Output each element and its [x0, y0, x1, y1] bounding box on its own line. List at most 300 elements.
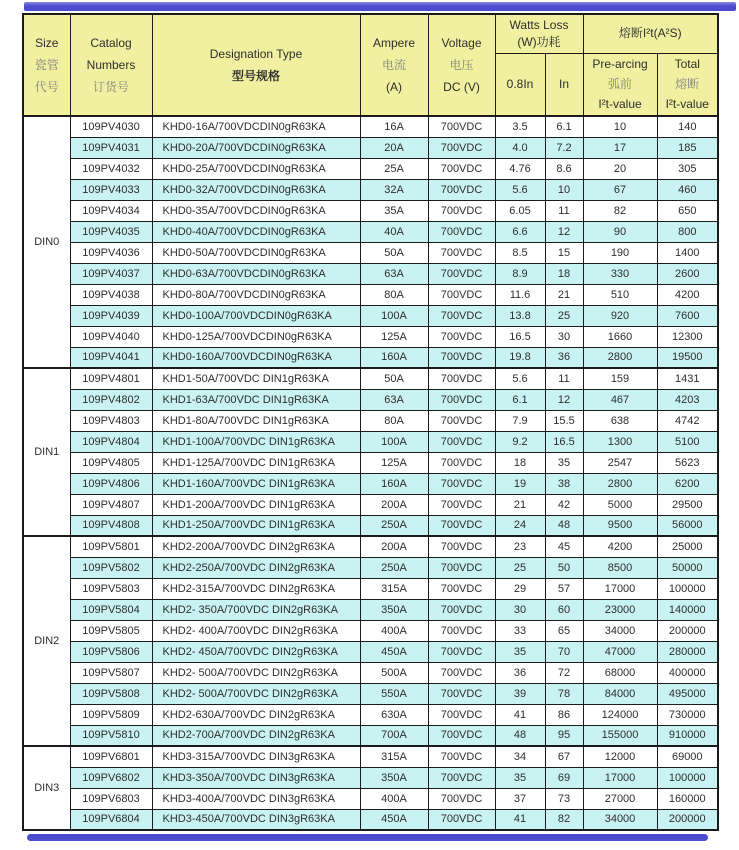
ampere-cell: 630A	[360, 704, 428, 725]
watts-08in-cell: 29	[495, 578, 545, 599]
catalog-cell: 109PV4040	[70, 326, 152, 347]
prearcing-i2t-cell: 124000	[583, 704, 657, 725]
col-header-watts-loss	[495, 14, 583, 53]
prearcing-i2t-cell: 1300	[583, 431, 657, 452]
total-i2t-cell: 4203	[657, 389, 718, 410]
watts-in-cell: 86	[545, 704, 583, 725]
table-row	[23, 326, 718, 347]
designation-cell: KHD0-20A/700VDCDIN0gR63KA	[152, 137, 360, 158]
table-row	[23, 284, 718, 305]
voltage-cell: 700VDC	[428, 326, 495, 347]
watts-08in-cell: 9.2	[495, 431, 545, 452]
voltage-cell: 700VDC	[428, 683, 495, 704]
header-line: Watts Loss	[509, 17, 569, 32]
designation-cell: KHD2- 400A/700VDC DIN2gR63KA	[152, 620, 360, 641]
voltage-cell: 700VDC	[428, 116, 495, 137]
voltage-cell: 700VDC	[428, 809, 495, 830]
designation-cell: KHD2-630A/700VDC DIN2gR63KA	[152, 704, 360, 725]
total-i2t-cell: 140	[657, 116, 718, 137]
designation-cell: KHD2- 350A/700VDC DIN2gR63KA	[152, 599, 360, 620]
watts-in-cell: 72	[545, 662, 583, 683]
ampere-cell: 200A	[360, 536, 428, 557]
designation-cell: KHD0-16A/700VDCDIN0gR63KA	[152, 116, 360, 137]
voltage-cell: 700VDC	[428, 599, 495, 620]
total-i2t-cell: 25000	[657, 536, 718, 557]
voltage-cell: 700VDC	[428, 473, 495, 494]
watts-in-cell: 69	[545, 767, 583, 788]
voltage-cell: 700VDC	[428, 284, 495, 305]
prearcing-i2t-cell: 2800	[583, 347, 657, 368]
voltage-cell: 700VDC	[428, 746, 495, 767]
prearcing-i2t-cell: 17	[583, 137, 657, 158]
total-i2t-cell: 69000	[657, 746, 718, 767]
ampere-cell: 350A	[360, 599, 428, 620]
watts-in-cell: 11	[545, 368, 583, 389]
designation-cell: KHD2- 500A/700VDC DIN2gR63KA	[152, 683, 360, 704]
watts-in-cell: 16.5	[545, 431, 583, 452]
watts-in-cell: 21	[545, 284, 583, 305]
table-row	[23, 179, 718, 200]
watts-in-cell: 30	[545, 326, 583, 347]
watts-08in-cell: 34	[495, 746, 545, 767]
prearcing-i2t-cell: 2800	[583, 473, 657, 494]
ampere-cell: 25A	[360, 158, 428, 179]
watts-in-cell: 73	[545, 788, 583, 809]
table-row	[23, 536, 718, 557]
ampere-cell: 80A	[360, 410, 428, 431]
prearcing-i2t-cell: 1660	[583, 326, 657, 347]
prearcing-i2t-cell: 20	[583, 158, 657, 179]
ampere-cell: 125A	[360, 452, 428, 473]
catalog-cell: 109PV5804	[70, 599, 152, 620]
voltage-cell: 700VDC	[428, 536, 495, 557]
col-header-prearcing	[583, 53, 657, 116]
table-row	[23, 389, 718, 410]
voltage-cell: 700VDC	[428, 620, 495, 641]
voltage-cell: 700VDC	[428, 368, 495, 389]
table-row	[23, 599, 718, 620]
header-line: Voltage	[441, 36, 482, 50]
watts-in-cell: 45	[545, 536, 583, 557]
designation-cell: KHD1-160A/700VDC DIN1gR63KA	[152, 473, 360, 494]
col-header-size	[23, 14, 70, 116]
catalog-cell: 109PV5806	[70, 641, 152, 662]
catalog-cell: 109PV4034	[70, 200, 152, 221]
watts-08in-cell: 41	[495, 809, 545, 830]
header-line: Designation Type	[209, 47, 303, 61]
total-i2t-cell: 400000	[657, 662, 718, 683]
total-i2t-cell: 19500	[657, 347, 718, 368]
col-header-ampere	[360, 14, 428, 116]
header-line: Numbers	[86, 58, 136, 72]
watts-08in-cell: 24	[495, 515, 545, 536]
catalog-cell: 109PV4801	[70, 368, 152, 389]
voltage-cell: 700VDC	[428, 347, 495, 368]
table-row	[23, 347, 718, 368]
designation-cell: KHD1-100A/700VDC DIN1gR63KA	[152, 431, 360, 452]
table-row	[23, 746, 718, 767]
ampere-cell: 35A	[360, 200, 428, 221]
voltage-cell: 700VDC	[428, 704, 495, 725]
watts-08in-cell: 19	[495, 473, 545, 494]
watts-08in-cell: 23	[495, 536, 545, 557]
prearcing-i2t-cell: 4200	[583, 536, 657, 557]
watts-08in-cell: 5.6	[495, 368, 545, 389]
voltage-cell: 700VDC	[428, 200, 495, 221]
table-row	[23, 410, 718, 431]
watts-in-cell: 15	[545, 242, 583, 263]
prearcing-i2t-cell: 34000	[583, 620, 657, 641]
size-group-label: DIN2	[23, 536, 70, 746]
catalog-cell: 109PV4033	[70, 179, 152, 200]
ampere-cell: 160A	[360, 473, 428, 494]
total-i2t-cell: 100000	[657, 767, 718, 788]
prearcing-i2t-cell: 9500	[583, 515, 657, 536]
watts-08in-cell: 8.9	[495, 263, 545, 284]
designation-cell: KHD0-100A/700VDCDIN0gR63KA	[152, 305, 360, 326]
top-divider-bar	[24, 2, 736, 11]
bottom-divider-bar	[27, 834, 708, 841]
total-i2t-cell: 4200	[657, 284, 718, 305]
prearcing-i2t-cell: 10	[583, 116, 657, 137]
catalog-cell: 109PV6802	[70, 767, 152, 788]
ampere-cell: 250A	[360, 557, 428, 578]
table-row	[23, 473, 718, 494]
catalog-cell: 109PV5809	[70, 704, 152, 725]
designation-cell: KHD0-80A/700VDCDIN0gR63KA	[152, 284, 360, 305]
designation-cell: KHD0-160A/700VDCDIN0gR63KA	[152, 347, 360, 368]
table-row	[23, 431, 718, 452]
header-line: 弧前	[607, 77, 632, 92]
watts-08in-cell: 6.6	[495, 221, 545, 242]
col-header-designation	[152, 14, 360, 116]
header-line: Catalog	[90, 36, 132, 50]
catalog-cell: 109PV4032	[70, 158, 152, 179]
ampere-cell: 315A	[360, 746, 428, 767]
header-line: Total	[674, 57, 700, 72]
catalog-cell: 109PV5808	[70, 683, 152, 704]
voltage-cell: 700VDC	[428, 179, 495, 200]
table-row	[23, 116, 718, 137]
catalog-cell: 109PV4031	[70, 137, 152, 158]
ampere-cell: 63A	[360, 263, 428, 284]
catalog-cell: 109PV4035	[70, 221, 152, 242]
designation-cell: KHD0-125A/700VDCDIN0gR63KA	[152, 326, 360, 347]
watts-08in-cell: 3.5	[495, 116, 545, 137]
table-row	[23, 515, 718, 536]
catalog-cell: 109PV4804	[70, 431, 152, 452]
watts-in-cell: 6.1	[545, 116, 583, 137]
ampere-cell: 450A	[360, 809, 428, 830]
catalog-cell: 109PV6803	[70, 788, 152, 809]
prearcing-i2t-cell: 8500	[583, 557, 657, 578]
table-row	[23, 683, 718, 704]
ampere-cell: 400A	[360, 788, 428, 809]
size-group-label: DIN0	[23, 116, 70, 368]
table-row	[23, 305, 718, 326]
prearcing-i2t-cell: 68000	[583, 662, 657, 683]
watts-in-cell: 15.5	[545, 410, 583, 431]
total-i2t-cell: 5623	[657, 452, 718, 473]
table-row	[23, 662, 718, 683]
catalog-cell: 109PV4038	[70, 284, 152, 305]
size-group-label: DIN1	[23, 368, 70, 536]
voltage-cell: 700VDC	[428, 242, 495, 263]
designation-cell: KHD1-80A/700VDC DIN1gR63KA	[152, 410, 360, 431]
ampere-cell: 400A	[360, 620, 428, 641]
voltage-cell: 700VDC	[428, 767, 495, 788]
prearcing-i2t-cell: 920	[583, 305, 657, 326]
header-line: 代号	[34, 80, 59, 94]
prearcing-i2t-cell: 47000	[583, 641, 657, 662]
prearcing-i2t-cell: 467	[583, 389, 657, 410]
catalog-cell: 109PV5807	[70, 662, 152, 683]
catalog-cell: 109PV5810	[70, 725, 152, 746]
watts-08in-cell: 11.6	[495, 284, 545, 305]
total-i2t-cell: 910000	[657, 725, 718, 746]
designation-cell: KHD2- 500A/700VDC DIN2gR63KA	[152, 662, 360, 683]
voltage-cell: 700VDC	[428, 515, 495, 536]
watts-in-cell: 36	[545, 347, 583, 368]
prearcing-i2t-cell: 155000	[583, 725, 657, 746]
header-line: 熔断I²t(A²S)	[618, 26, 682, 41]
total-i2t-cell: 100000	[657, 578, 718, 599]
voltage-cell: 700VDC	[428, 578, 495, 599]
catalog-cell: 109PV4802	[70, 389, 152, 410]
watts-08in-cell: 36	[495, 662, 545, 683]
voltage-cell: 700VDC	[428, 452, 495, 473]
ampere-cell: 450A	[360, 641, 428, 662]
prearcing-i2t-cell: 12000	[583, 746, 657, 767]
designation-cell: KHD2-315A/700VDC DIN2gR63KA	[152, 578, 360, 599]
catalog-cell: 109PV4036	[70, 242, 152, 263]
prearcing-i2t-cell: 159	[583, 368, 657, 389]
prearcing-i2t-cell: 90	[583, 221, 657, 242]
voltage-cell: 700VDC	[428, 557, 495, 578]
designation-cell: KHD0-50A/700VDCDIN0gR63KA	[152, 242, 360, 263]
watts-08in-cell: 33	[495, 620, 545, 641]
catalog-cell: 109PV4039	[70, 305, 152, 326]
designation-cell: KHD0-40A/700VDCDIN0gR63KA	[152, 221, 360, 242]
watts-08in-cell: 4.76	[495, 158, 545, 179]
watts-in-cell: 42	[545, 494, 583, 515]
total-i2t-cell: 6200	[657, 473, 718, 494]
watts-08in-cell: 39	[495, 683, 545, 704]
ampere-cell: 315A	[360, 578, 428, 599]
header-line: Size	[35, 36, 59, 50]
voltage-cell: 700VDC	[428, 221, 495, 242]
table-row	[23, 242, 718, 263]
voltage-cell: 700VDC	[428, 410, 495, 431]
voltage-cell: 700VDC	[428, 431, 495, 452]
watts-in-cell: 25	[545, 305, 583, 326]
designation-cell: KHD0-63A/700VDCDIN0gR63KA	[152, 263, 360, 284]
col-header-i2t	[583, 14, 718, 53]
voltage-cell: 700VDC	[428, 305, 495, 326]
header-line: 电流	[381, 58, 406, 72]
designation-cell: KHD2-700A/700VDC DIN2gR63KA	[152, 725, 360, 746]
designation-cell: KHD3-400A/700VDC DIN3gR63KA	[152, 788, 360, 809]
table-row	[23, 137, 718, 158]
watts-in-cell: 60	[545, 599, 583, 620]
watts-08in-cell: 30	[495, 599, 545, 620]
total-i2t-cell: 1431	[657, 368, 718, 389]
designation-cell: KHD0-32A/700VDCDIN0gR63KA	[152, 179, 360, 200]
ampere-cell: 40A	[360, 221, 428, 242]
header-line: 熔断	[675, 77, 700, 92]
watts-08in-cell: 35	[495, 767, 545, 788]
designation-cell: KHD3-315A/700VDC DIN3gR63KA	[152, 746, 360, 767]
table-row	[23, 200, 718, 221]
table-body	[23, 116, 718, 830]
header-line: Ampere	[372, 36, 416, 50]
ampere-cell: 250A	[360, 515, 428, 536]
fuse-spec-table	[22, 13, 719, 831]
watts-08in-cell: 8.5	[495, 242, 545, 263]
prearcing-i2t-cell: 5000	[583, 494, 657, 515]
designation-cell: KHD1-63A/700VDC DIN1gR63KA	[152, 389, 360, 410]
watts-08in-cell: 21	[495, 494, 545, 515]
total-i2t-cell: 50000	[657, 557, 718, 578]
total-i2t-cell: 12300	[657, 326, 718, 347]
ampere-cell: 63A	[360, 389, 428, 410]
catalog-cell: 109PV4806	[70, 473, 152, 494]
watts-08in-cell: 6.05	[495, 200, 545, 221]
catalog-cell: 109PV4807	[70, 494, 152, 515]
table-row	[23, 725, 718, 746]
ampere-cell: 16A	[360, 116, 428, 137]
table-row	[23, 557, 718, 578]
table-row	[23, 263, 718, 284]
watts-08in-cell: 16.5	[495, 326, 545, 347]
catalog-cell: 109PV4041	[70, 347, 152, 368]
prearcing-i2t-cell: 23000	[583, 599, 657, 620]
catalog-cell: 109PV5805	[70, 620, 152, 641]
watts-in-cell: 11	[545, 200, 583, 221]
watts-08in-cell: 37	[495, 788, 545, 809]
catalog-cell: 109PV5802	[70, 557, 152, 578]
ampere-cell: 125A	[360, 326, 428, 347]
watts-in-cell: 10	[545, 179, 583, 200]
total-i2t-cell: 200000	[657, 809, 718, 830]
ampere-cell: 50A	[360, 242, 428, 263]
total-i2t-cell: 4742	[657, 410, 718, 431]
watts-in-cell: 50	[545, 557, 583, 578]
watts-08in-cell: 19.8	[495, 347, 545, 368]
table-row	[23, 452, 718, 473]
ampere-cell: 160A	[360, 347, 428, 368]
prearcing-i2t-cell: 510	[583, 284, 657, 305]
prearcing-i2t-cell: 17000	[583, 578, 657, 599]
watts-in-cell: 35	[545, 452, 583, 473]
watts-in-cell: 12	[545, 221, 583, 242]
total-i2t-cell: 185	[657, 137, 718, 158]
voltage-cell: 700VDC	[428, 662, 495, 683]
ampere-cell: 700A	[360, 725, 428, 746]
table-row	[23, 620, 718, 641]
catalog-cell: 109PV4030	[70, 116, 152, 137]
ampere-cell: 200A	[360, 494, 428, 515]
watts-in-cell: 70	[545, 641, 583, 662]
ampere-cell: 100A	[360, 431, 428, 452]
ampere-cell: 350A	[360, 767, 428, 788]
total-i2t-cell: 160000	[657, 788, 718, 809]
ampere-cell: 20A	[360, 137, 428, 158]
watts-08in-cell: 6.1	[495, 389, 545, 410]
watts-08in-cell: 35	[495, 641, 545, 662]
total-i2t-cell: 305	[657, 158, 718, 179]
header-line: 订货号	[92, 80, 129, 94]
ampere-cell: 50A	[360, 368, 428, 389]
header-line: DC (V)	[443, 80, 480, 94]
prearcing-i2t-cell: 2547	[583, 452, 657, 473]
total-i2t-cell: 2600	[657, 263, 718, 284]
catalog-cell: 109PV6801	[70, 746, 152, 767]
header-line: 电压	[449, 58, 474, 72]
table-row	[23, 368, 718, 389]
total-i2t-cell: 460	[657, 179, 718, 200]
total-i2t-cell: 1400	[657, 242, 718, 263]
catalog-cell: 109PV4808	[70, 515, 152, 536]
watts-08in-cell: 7.9	[495, 410, 545, 431]
voltage-cell: 700VDC	[428, 389, 495, 410]
watts-in-cell: 7.2	[545, 137, 583, 158]
designation-cell: KHD1-250A/700VDC DIN1gR63KA	[152, 515, 360, 536]
table-row	[23, 494, 718, 515]
voltage-cell: 700VDC	[428, 494, 495, 515]
total-i2t-cell: 29500	[657, 494, 718, 515]
total-i2t-cell: 5100	[657, 431, 718, 452]
total-i2t-cell: 140000	[657, 599, 718, 620]
total-i2t-cell: 280000	[657, 641, 718, 662]
voltage-cell: 700VDC	[428, 137, 495, 158]
total-i2t-cell: 56000	[657, 515, 718, 536]
watts-in-cell: 78	[545, 683, 583, 704]
watts-08in-cell: 25	[495, 557, 545, 578]
watts-08in-cell: 13.8	[495, 305, 545, 326]
total-i2t-cell: 730000	[657, 704, 718, 725]
watts-in-cell: 12	[545, 389, 583, 410]
prearcing-i2t-cell: 67	[583, 179, 657, 200]
voltage-cell: 700VDC	[428, 725, 495, 746]
ampere-cell: 550A	[360, 683, 428, 704]
total-i2t-cell: 200000	[657, 620, 718, 641]
designation-cell: KHD2-250A/700VDC DIN2gR63KA	[152, 557, 360, 578]
header-line: (W)功耗	[517, 34, 561, 49]
voltage-cell: 700VDC	[428, 788, 495, 809]
table-row	[23, 221, 718, 242]
catalog-cell: 109PV6804	[70, 809, 152, 830]
watts-08in-cell: 41	[495, 704, 545, 725]
voltage-cell: 700VDC	[428, 641, 495, 662]
watts-08in-cell: 18	[495, 452, 545, 473]
table-header	[23, 14, 718, 116]
prearcing-i2t-cell: 82	[583, 200, 657, 221]
designation-cell: KHD3-350A/700VDC DIN3gR63KA	[152, 767, 360, 788]
designation-cell: KHD0-35A/700VDCDIN0gR63KA	[152, 200, 360, 221]
col-header-08in: 0.8In	[495, 53, 545, 116]
designation-cell: KHD1-200A/700VDC DIN1gR63KA	[152, 494, 360, 515]
size-group-label: DIN3	[23, 746, 70, 830]
total-i2t-cell: 7600	[657, 305, 718, 326]
header-line: I²t-value	[665, 97, 709, 112]
total-i2t-cell: 650	[657, 200, 718, 221]
watts-in-cell: 57	[545, 578, 583, 599]
ampere-cell: 100A	[360, 305, 428, 326]
ampere-cell: 32A	[360, 179, 428, 200]
prearcing-i2t-cell: 34000	[583, 809, 657, 830]
voltage-cell: 700VDC	[428, 158, 495, 179]
